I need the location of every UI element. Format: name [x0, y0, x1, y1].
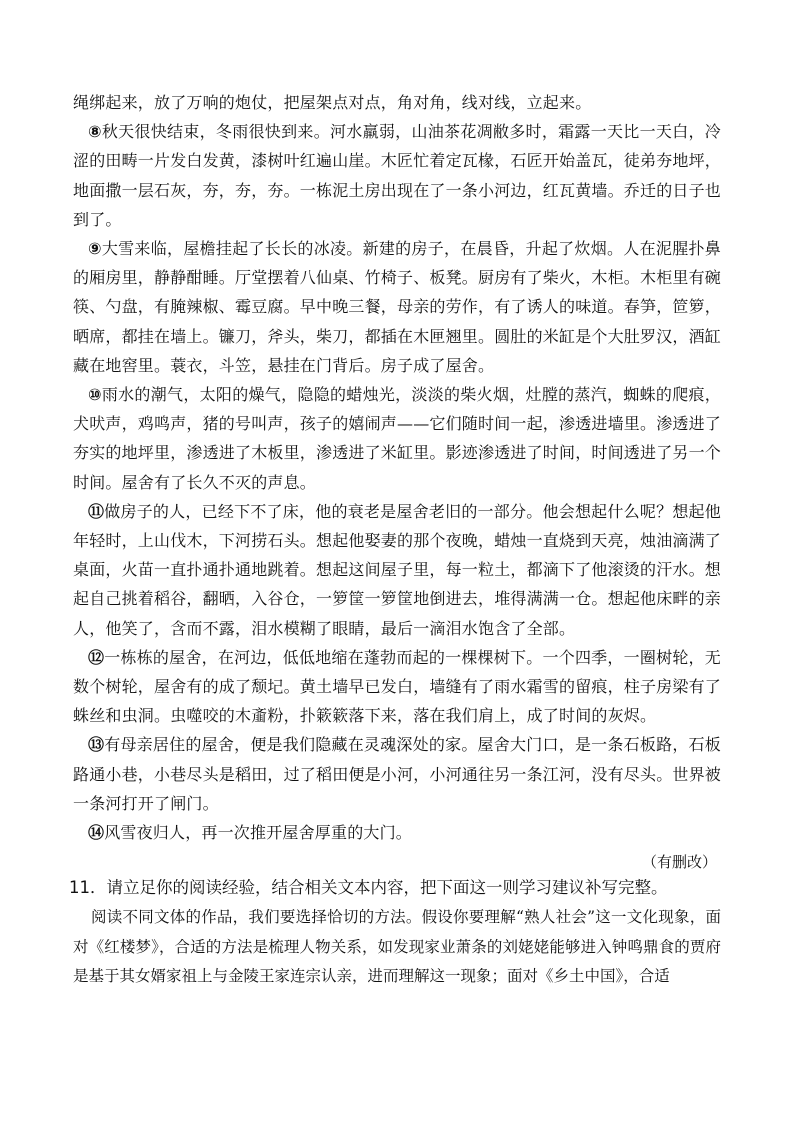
paragraph-number: ⑪	[88, 501, 105, 521]
paragraph-11	[73, 497, 721, 643]
paragraph-text: 一栋栋的屋舍，在河边，低低地缩在蓬勃而起的一棵棵树下。一个四季，一圈树轮，无数个树轮，屋舍有的成了颓圮。黄土墙早已发白，墙缝有了雨水霜雪的留痕，柱子房梁有了蛛丝和虫洞。虫噬咬的木齑粉，扑簌簌落下来，落在我们肩上，成了时间的灰烬。	[73, 647, 722, 726]
paragraph-10	[73, 380, 721, 497]
paragraph-text: 做房子的人，已经下不了床，他的衰老是屋舍老旧的一部分。他会想起什么呢？想起他年轻时，上山伐木，下河捞石头。想起他娶妻的那个夜晚，蜡烛一直烧到天亮，烛油滴满了桌面，火苗一直扑通扑通地跳着。想起这间屋子里，每一粒土，都滴下了他滚烫的汗水。想起自己挑着稻谷，翻晒，入谷仓，一箩筐一箩筐地倒进去，堆得满满一仓。想起他床畔的亲人，他笑了，含而不露，泪水模糊了眼睛，最后一滴泪水饱含了全部。	[73, 501, 722, 638]
paragraph-continuation: 绳绑起来，放了万响的炮仗，把屋架点对点，角对角，线对线，立起来。	[73, 93, 592, 112]
paragraph-text: 有母亲居住的屋舍，便是我们隐藏在灵魂深处的家。屋舍大门口，是一条石板路，石板路通小巷，小巷尽头是稻田，过了稻田便是小河，小河通往另一条江河，没有尽头。世界被一条河打开了闸门。	[73, 735, 722, 813]
paragraph-12	[73, 643, 721, 731]
document-content	[69, 88, 722, 992]
paragraph-text: 秋天很快结束，冬雨很快到来。河水羸弱，山油茶花凋敝多时，霜露一天比一天白，冷涩的田畴一片发白发黄，漆树叶红遍山崖。木匠忙着定瓦椽，石匠开始盖瓦，徒弟夯地坪，地面撒一层石灰，夯，夯，夯。一栋泥土房出现在了一条小河边，红瓦黄墙。乔迁的日子也到了。	[73, 122, 722, 229]
paragraph-number: ⑩	[88, 385, 102, 405]
paragraph-number: ⑨	[88, 239, 102, 259]
paragraph-number: ⑧	[88, 122, 102, 142]
paragraph-text: 雨水的潮气，太阳的燥气，隐隐的蜡烛光，淡淡的柴火烟，灶膛的蒸汽，蜘蛛的爬痕，犬吠声，鸡鸣声，猪的号叫声，孩子的嬉闹声——它们随时间一起，渗透进墙里。渗透进了夯实的地坪里，渗透进了木板里，渗透进了米缸里。影迹渗透进了时间，时间透进了另一个时间。屋舍有了长久不灭的声息。	[73, 385, 722, 492]
paragraph-9	[73, 234, 721, 380]
paragraph-number: ⑬	[88, 735, 105, 755]
paragraph-14	[73, 818, 721, 847]
paragraph-number: ⑫	[88, 647, 105, 667]
paragraph-number: ⑭	[88, 823, 105, 843]
question-body: 阅读不同文体的作品，我们要选择恰切的方法。假设你要理解“熟人社会”这一文化现象，面对《红楼梦》，合适的方法是梳理人物关系，如发现家业萧条的刘姥姥能够进入钟鸣鼎食的贾府是基于其女婿家祖上与金陵王家连宗认亲，进而理解这一现象；面对《乡土中国》，合适	[73, 908, 721, 986]
paragraph-text: 大雪来临，屋檐挂起了长长的冰凌。新建的房子，在晨昏，升起了炊烟。人在泥腥扑鼻的厢房里，静静酣睡。厅堂摆着八仙桌、竹椅子、板凳。厨房有了柴火，木柜。木柜里有碗筷、勺盘，有腌辣椒、霉豆腐。早中晚三餐，母亲的劳作，有了诱人的味道。春笋，笸箩，晒席，都挂在墙上。镰刀，斧头，柴刀，都插在木匣翘里。圆肚的米缸是个大肚罗汉，酒缸藏在地窖里。蓑衣，斗笠，悬挂在门背后。房子成了屋舍。	[73, 239, 722, 375]
paragraph-8	[73, 117, 721, 234]
question-label: 11．请立足你的阅读经验，结合相关文本内容，把下面这一则学习建议补写完整。	[69, 878, 668, 898]
paragraph-13	[73, 730, 721, 818]
paragraph-text: 风雪夜归人，再一次推开屋舍厚重的大门。	[104, 823, 413, 843]
source-note: （有删改）	[641, 853, 717, 872]
